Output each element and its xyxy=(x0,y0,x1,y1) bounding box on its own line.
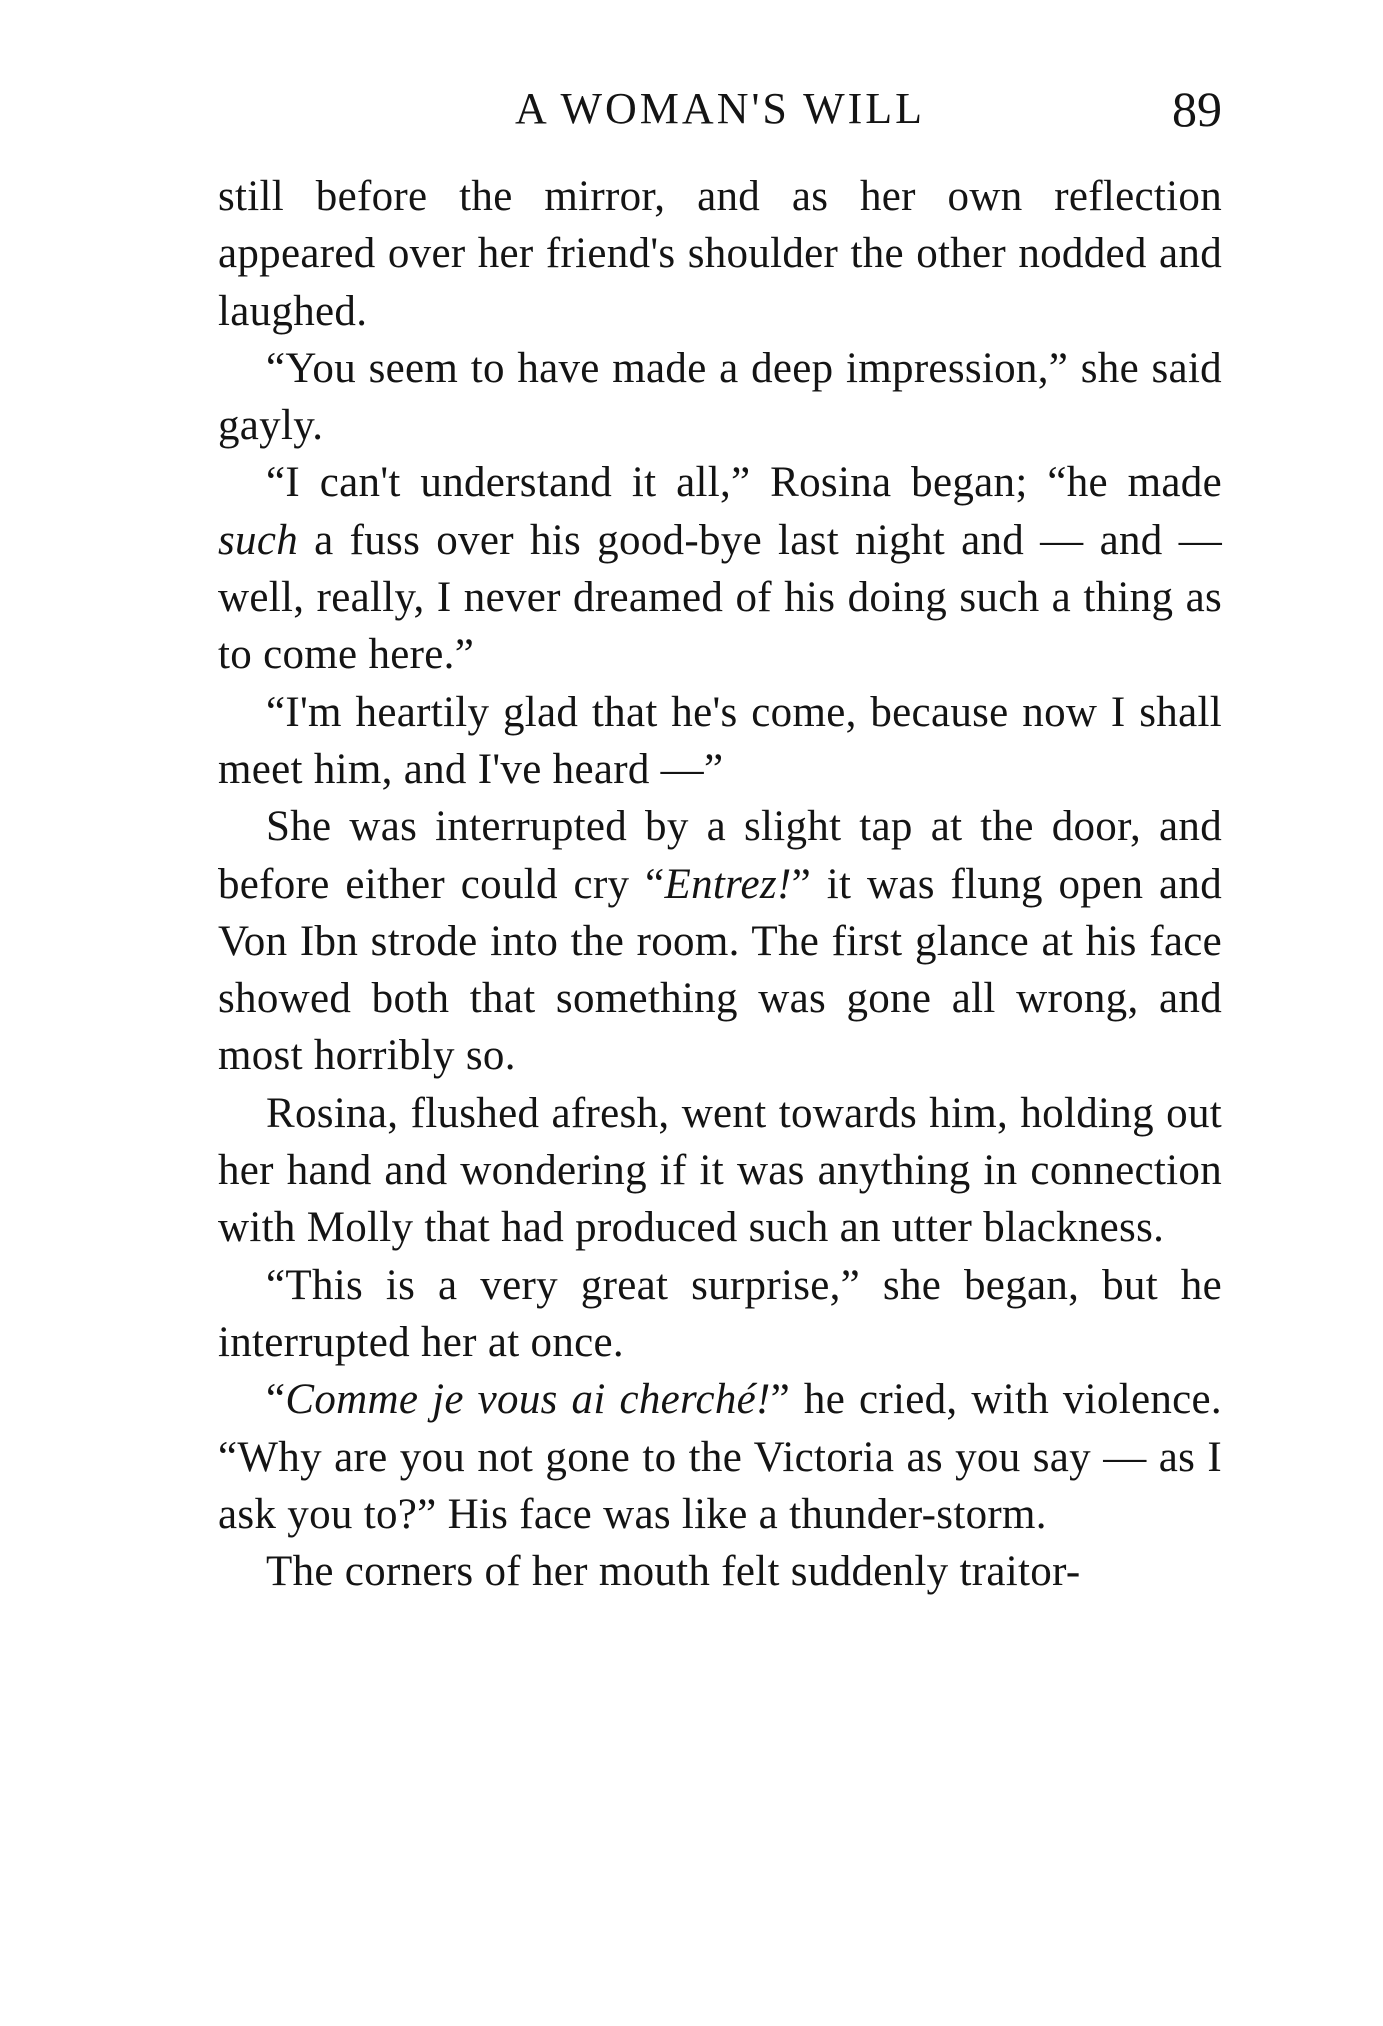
paragraph xyxy=(218,340,1222,455)
page-header xyxy=(218,74,1222,144)
body-text xyxy=(218,168,1222,1600)
text-run: The corners of her mouth felt suddenly traitor- xyxy=(266,1548,1081,1596)
text-run: “I can't understand it all,” Rosina began; “he made xyxy=(266,459,1222,507)
text-run: “You seem to have made a deep impression,” she said gayly. xyxy=(218,344,1222,450)
text-run: “ xyxy=(266,1376,286,1424)
paragraph xyxy=(218,1085,1222,1257)
paragraph xyxy=(218,1371,1222,1543)
paragraph xyxy=(218,684,1222,799)
text-run: still before the mirror, and as her own reflection appeared over her friend's shoulder the other nodded and laughed. xyxy=(218,173,1222,335)
paragraph xyxy=(218,1257,1222,1372)
italic-text: Entrez! xyxy=(664,860,792,908)
text-run: “This is a very great surprise,” she began, but he interrupted her at once. xyxy=(218,1261,1222,1366)
running-title: A WOMAN'S WILL xyxy=(514,84,926,133)
paragraph xyxy=(218,168,1222,340)
paragraph xyxy=(218,798,1222,1084)
italic-text: such xyxy=(218,516,299,564)
paragraph xyxy=(218,1543,1222,1600)
text-run: a fuss over his good-bye last night and — and — well, really, I never dreamed of his doing such a thing as to come here.” xyxy=(218,516,1222,679)
paragraph xyxy=(218,454,1222,683)
text-run: “I'm heartily glad that he's come, because now I shall meet him, and I've heard —” xyxy=(218,688,1222,793)
text-run: Rosina, flushed afresh, went towards him, holding out her hand and wondering if it was anything in connection with Molly that had produced such an utter blackness. xyxy=(218,1089,1222,1252)
text-run: ” he cried, with violence. “Why are you not gone to the Victoria as you say — as I ask you to?” His face was like a thunder-storm. xyxy=(218,1376,1222,1538)
page-number: 89 xyxy=(1172,81,1222,137)
text-run: She was interrupted by a slight tap at the door, and before either could cry “ xyxy=(218,803,1222,908)
text-run: ” it was flung open and Von Ibn strode into the room. The first glance at his face showed both that something was gone all wrong, and most horribly so. xyxy=(218,860,1222,1080)
italic-text: Comme je vous ai cherché! xyxy=(285,1376,771,1424)
